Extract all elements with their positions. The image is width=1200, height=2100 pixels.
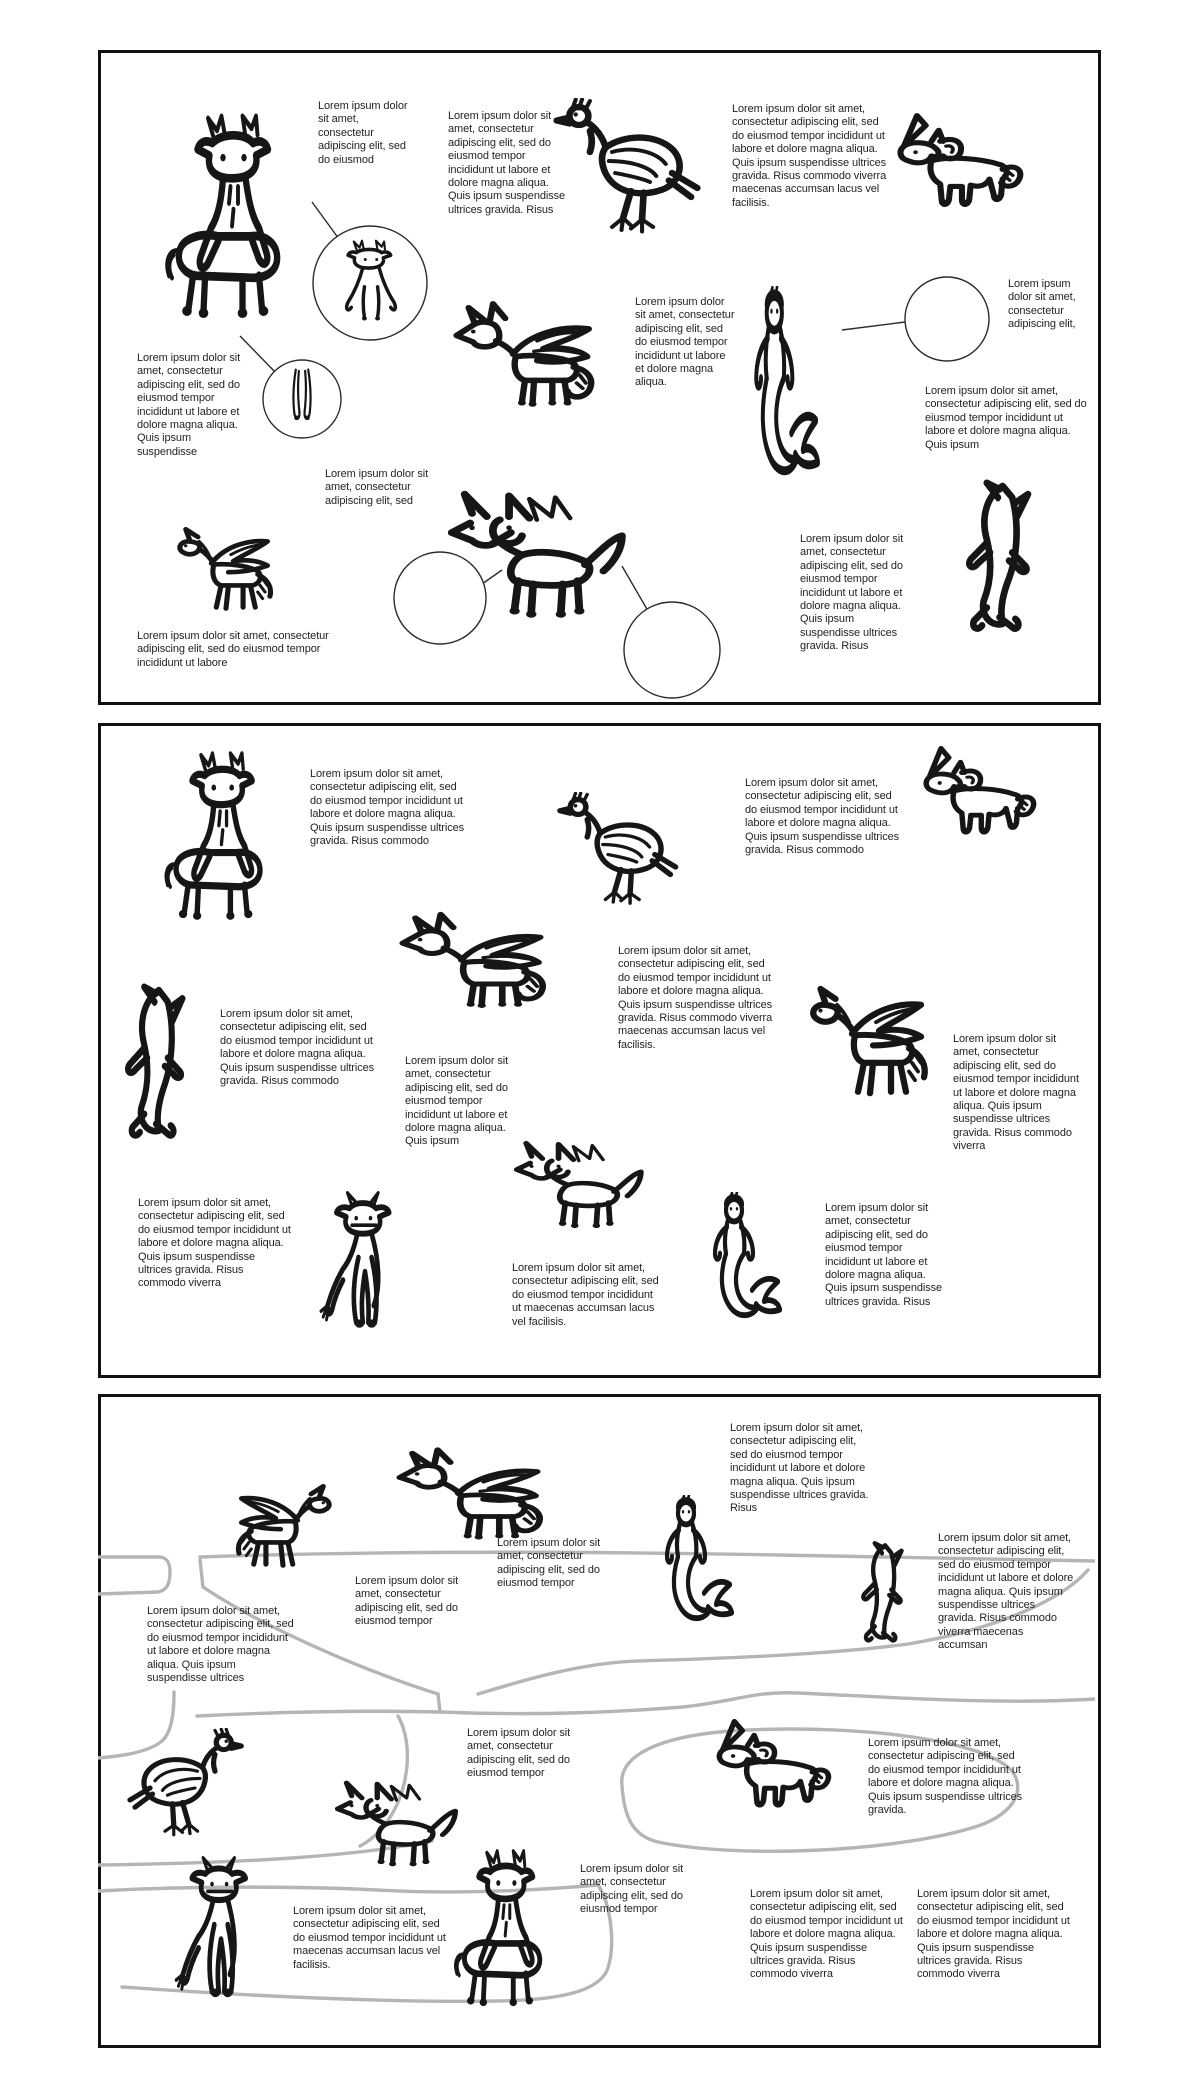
caption: Lorem ipsum dolor sit amet, consectetur adipiscing elit, sed do eiusmod tempor incididunt ut labore et dolore magna aliqua. Quis ipsum suspendisse ultrices gravida. Risus commodo viverra xyxy=(953,1033,1079,1153)
winged-wolf-sketch xyxy=(452,288,604,420)
mermaid-sketch xyxy=(742,286,837,496)
caption: Lorem ipsum dolor sit amet, consectetur adipiscing elit, sed do eiusmod tempor incididunt ut labore et dolore magna aliqua. Quis ipsum suspendisse ultrices gravida. Risus commodo xyxy=(745,777,900,857)
vulture-sketch xyxy=(556,792,686,917)
legs-sketch xyxy=(276,366,328,430)
dolphin-sketch xyxy=(952,478,1047,640)
pegasus-sketch xyxy=(222,1472,344,1582)
pegasus-sketch xyxy=(795,970,945,1115)
vulture-sketch xyxy=(552,98,710,248)
pegasus-sketch xyxy=(165,515,287,625)
dolphin-sketch xyxy=(112,982,200,1147)
caption: Lorem ipsum dolor sit amet, consectetur adipiscing elit, sed do eiusmod tempor incididunt ut labore et dolore magna aliqua. Quis ipsum suspendisse ultrices gravida. Risus commodo xyxy=(310,768,465,848)
caption: Lorem ipsum dolor sit amet, consectetur adipiscing elit, sed do eiusmod tempor incididunt ut labore et dolore magna aliqua. Quis ipsum suspendisse ultrices xyxy=(147,1605,294,1685)
caption: Lorem ipsum dolor sit amet, consectetur adipiscing elit, sed do eiusmod tempor incididunt ut labore et dolore magna aliqua. Quis ipsum suspendisse ultrices gravida. Risus commodo viverra xyxy=(138,1197,291,1290)
cerberus-sketch xyxy=(448,475,633,635)
centaur-sketch xyxy=(450,1848,565,2023)
goat-bust-sketch xyxy=(330,239,412,333)
caption: Lorem ipsum dolor sit amet, consectetur adipiscing elit, sed do eiusmod tempor xyxy=(467,1727,571,1780)
caption: Lorem ipsum dolor sit amet, consectetur adipiscing elit, xyxy=(1008,278,1076,331)
caption: Lorem ipsum dolor sit amet, consectetur adipiscing elit, sed do eiusmod xyxy=(318,100,408,166)
caption: Lorem ipsum dolor sit amet, consectetur adipiscing elit, sed do eiusmod tempor incididunt ut labore et dolore magna aliqua. Quis ipsum suspendisse ultrices gravida. Risus xyxy=(448,110,566,216)
cerberus-sketch xyxy=(335,1770,463,1878)
caption: Lorem ipsum dolor sit amet, consectetur adipiscing elit, sed do eiusmod tempor incididunt ut labore et dolore magna aliqua. Quis ipsum suspendisse ultrices gravida. Risus commodo viverra xyxy=(917,1888,1070,1981)
caption: Lorem ipsum dolor sit amet, consectetur adipiscing elit, sed do eiusmod tempor xyxy=(497,1537,601,1590)
unicorn-sketch xyxy=(915,745,1045,860)
centaur-sketch xyxy=(160,112,310,340)
mermaid-sketch xyxy=(652,1495,752,1635)
caption: Lorem ipsum dolor sit amet, consectetur adipiscing elit, sed do eiusmod tempor xyxy=(355,1575,459,1628)
winged-wolf-sketch xyxy=(395,1436,553,1551)
caption: Lorem ipsum dolor sit amet, consectetur adipiscing elit, sed do eiusmod tempor incididunt ut labore et dolore magna aliqua. Quis ipsum suspendisse ultrices gravida. Risus commodo xyxy=(220,1008,375,1088)
caption: Lorem ipsum dolor sit amet, consectetur adipiscing elit, sed do eiusmod tempor incididunt ut labore et dolore magna aliqua. Quis ipsum suspendisse ultrices gravida. Risus commodo viverra xyxy=(750,1888,903,1981)
caption: Lorem ipsum dolor sit amet, consectetur adipiscing elit, sed do eiusmod tempor incididunt ut labore et dolore magna aliqua. xyxy=(635,296,735,389)
caption: Lorem ipsum dolor sit amet, consectetur adipiscing elit, sed do eiusmod tempor incididunt ut labore et dolore magna aliqua. Quis ipsum suspendisse ultrices gravida. Risus commodo viverra maecenas accumsan lacus vel facilisis. xyxy=(618,945,773,1051)
caption: Lorem ipsum dolor sit amet, consectetur adipiscing elit, sed do eiusmod tempor incididunt ut labore et dolore magna aliqua. Quis ipsum suspendisse ultrices gravida. Risus xyxy=(730,1422,869,1515)
caption: Lorem ipsum dolor sit amet, consectetur adipiscing elit, sed do eiusmod tempor incididunt ut maecenas accumsan lacus vel facilisis. xyxy=(293,1905,446,1971)
caption: Lorem ipsum dolor sit amet, consectetur adipiscing elit, sed do eiusmod tempor incididunt ut labore et dolore magna aliqua. Quis ipsum suspendisse xyxy=(137,352,241,458)
unicorn-sketch xyxy=(888,112,1033,234)
caption: Lorem ipsum dolor sit amet, consectetur adipiscing elit, sed do eiusmod tempor incididunt ut labore et dolore magna aliqua. Quis ipsum suspendisse ultrices gravida. Risus commodo viverra maecenas accumsan xyxy=(938,1532,1074,1652)
caption: Lorem ipsum dolor sit amet, consectetur adipiscing elit, sed xyxy=(325,468,429,507)
winged-wolf-sketch xyxy=(398,900,556,1020)
centaur-sketch xyxy=(160,750,288,938)
caption: Lorem ipsum dolor sit amet, consectetur adipiscing elit, sed do eiusmod tempor incididunt ut maecenas accumsan lacus vel facilisis. xyxy=(512,1262,659,1328)
caption: Lorem ipsum dolor sit amet, consectetur adipiscing elit, sed do eiusmod tempor incididunt ut labore et dolore magna aliqua. Quis ipsum xyxy=(925,385,1087,451)
unicorn-sketch xyxy=(708,1718,840,1833)
goat-faun-sketch xyxy=(310,1190,420,1345)
caption: Lorem ipsum dolor sit amet, consectetur adipiscing elit, sed do eiusmod tempor incididunt ut labore et dolore magna aliqua. Quis ipsum suspendisse ultrices gravida. xyxy=(868,1737,1023,1817)
mermaid-sketch xyxy=(700,1192,800,1332)
goat-faun-sketch xyxy=(165,1855,277,2015)
dolphin-sketch xyxy=(852,1540,914,1648)
cerberus-sketch xyxy=(514,1130,649,1240)
caption: Lorem ipsum dolor sit amet, consectetur adipiscing elit, sed do eiusmod tempor xyxy=(580,1863,684,1916)
caption: Lorem ipsum dolor sit amet, consectetur adipiscing elit, sed do eiusmod tempor incididunt ut labore et dolore magna aliqua. Quis ipsum suspendisse ultrices gravida. Risus xyxy=(825,1202,943,1308)
vulture-sketch xyxy=(120,1728,245,1848)
caption: Lorem ipsum dolor sit amet, consectetur adipiscing elit, sed do eiusmod tempor incididunt ut labore xyxy=(137,630,329,669)
caption: Lorem ipsum dolor sit amet, consectetur adipiscing elit, sed do eiusmod tempor incididunt ut labore et dolore magna aliqua. Quis ipsum xyxy=(405,1055,509,1148)
caption: Lorem ipsum dolor sit amet, consectetur adipiscing elit, sed do eiusmod tempor incididunt ut labore et dolore magna aliqua. Quis ipsum suspendisse ultrices gravida. Risus xyxy=(800,533,904,653)
caption: Lorem ipsum dolor sit amet, consectetur adipiscing elit, sed do eiusmod tempor incididunt ut labore et dolore magna aliqua. Quis ipsum suspendisse ultrices gravida. Risus commodo viverra maecenas accumsan lacus vel facilisis. xyxy=(732,103,887,209)
